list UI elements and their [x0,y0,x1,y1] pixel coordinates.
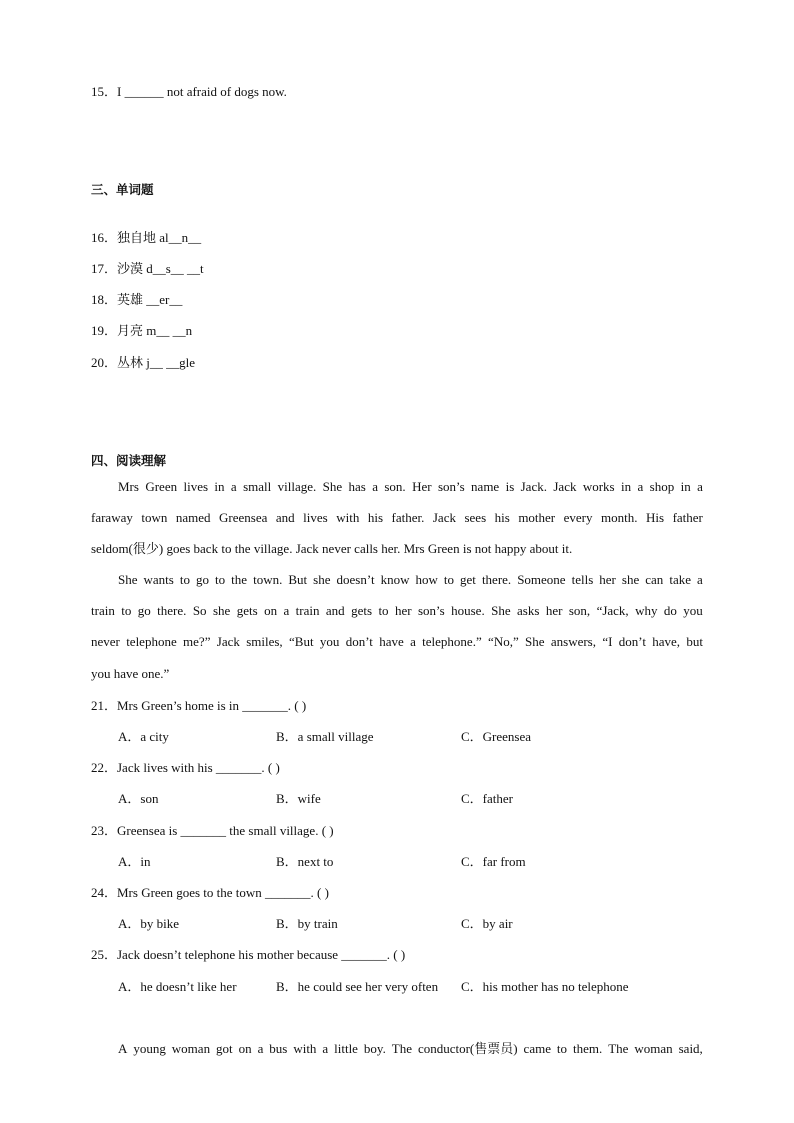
option-a: A．by bike [118,916,180,931]
option-c: C．his mother has no telephone [461,979,629,994]
word-item-20: 20．丛林 j__ __gle [91,355,195,370]
question-25: 25．Jack doesn’t telephone his mother because _______. ( ) [91,947,406,962]
option-a: A．he doesn’t like her [118,979,237,994]
option-c: C．Greensea [461,729,532,744]
option-b: B．he could see her very often [276,979,439,994]
word-item-17: 17．沙漠 d__s__ __t [91,261,204,276]
passage-line: never telephone me?” Jack smiles, “But you don’t have a telephone.” “No,” She answers, “I don’t have, but [91,634,703,649]
question-22: 22．Jack lives with his _______. ( ) [91,760,280,775]
option-a: A．son [118,791,159,806]
option-c: C．far from [461,854,526,869]
passage-line: A young woman got on a bus with a little boy. The conductor(售票员) came to them. The woman said, [118,1041,703,1056]
option-b: B．by train [276,916,338,931]
passage-line: you have one.” [91,666,170,681]
passage-line: faraway town named Greensea and lives with his father. Jack sees his mother every month. His father [91,510,703,525]
question-15: 15．I ______ not afraid of dogs now. [91,84,287,99]
option-c: C．by air [461,916,513,931]
option-c: C．father [461,791,513,806]
word-item-19: 19．月亮 m__ __n [91,323,193,338]
passage-line: Mrs Green lives in a small village. She has a son. Her son’s name is Jack. Jack works in a shop in a [118,479,703,494]
option-b: B．wife [276,791,321,806]
section-4-title: 四、阅读理解 [91,453,167,468]
option-a: A．in [118,854,151,869]
question-21: 21．Mrs Green’s home is in _______. ( ) [91,698,307,713]
word-item-18: 18．英雄 __er__ [91,292,183,307]
option-b: B．a small village [276,729,374,744]
option-b: B．next to [276,854,334,869]
passage-line: She wants to go to the town. But she doesn’t know how to get there. Someone tells her she can take a [118,572,703,587]
question-24: 24．Mrs Green goes to the town _______. ( ) [91,885,329,900]
passage-line: train to go there. So she gets on a train and gets to her son’s house. She asks her son, “Jack, why do you [91,603,703,618]
question-23: 23．Greensea is _______ the small village. ( ) [91,823,334,838]
passage-line: seldom(很少) goes back to the village. Jack never calls her. Mrs Green is not happy about it. [91,541,573,556]
section-3-title: 三、单词题 [91,182,154,197]
option-a: A．a city [118,729,169,744]
word-item-16: 16．独自地 al__n__ [91,230,202,245]
